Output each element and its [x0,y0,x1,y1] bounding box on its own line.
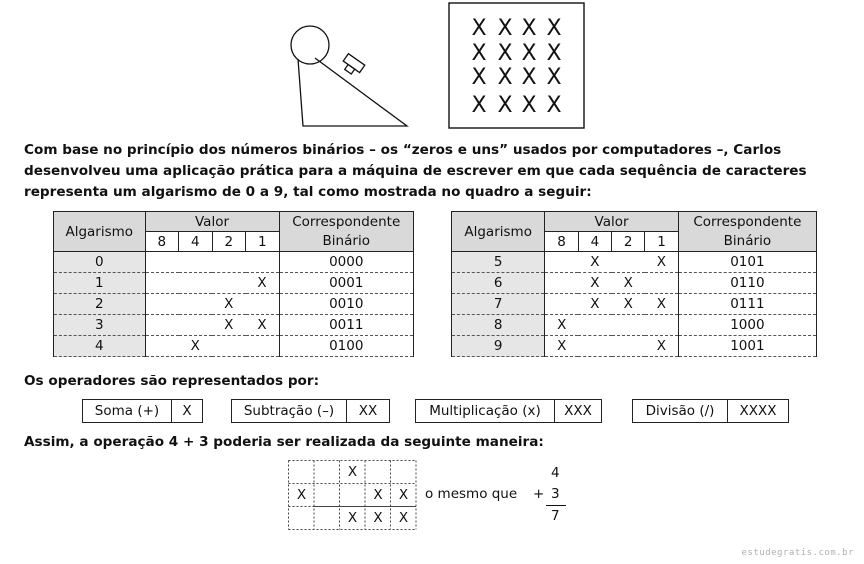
sum-top: 4 [551,465,560,481]
grid-cell [366,461,391,483]
x-mark-2-0: X [471,65,487,90]
mark-cell: X [246,315,280,336]
operator-subtracao [231,399,390,423]
grid-cell [289,507,314,529]
intro-paragraph: Com base no princípio dos números binários – os “zeros e uns” usados por computadores –, Carlos desenvolveu uma aplicação prática para a máquina de escrever em que cada sequência de caracteres representa um algarismo de 0 a 9, tal como mostrada no quadro a seguir: [24,142,807,200]
mark-cell [545,294,578,315]
sum-result: 7 [551,508,560,524]
grid-cell: X [347,464,358,480]
mark-cell: X [578,294,611,315]
mark-cell [212,336,246,357]
digit-cell: 1 [54,273,146,294]
x-mark-1-0: X [471,41,487,66]
x-mark-1-1: X [497,41,513,66]
digit-cell: 3 [54,315,146,336]
digit-cell: 2 [54,294,146,315]
x-pattern-sheet [449,3,584,128]
x-mark-3-0: X [471,93,487,118]
grid-cell: X [347,510,358,526]
grid-cell [391,461,416,483]
mark-cell: X [645,294,678,315]
binary-cell: 0101 [678,252,816,273]
mark-cell [612,252,645,273]
x-mark-3-1: X [497,93,513,118]
table-row [54,336,414,357]
mark-cell [545,252,578,273]
binary-cell: 0010 [279,294,413,315]
binary-cell: 0111 [678,294,816,315]
operator-label: Divisão (/) [633,400,728,422]
mark-cell [145,252,179,273]
binary-cell: 0000 [279,252,413,273]
grid-cell: X [296,487,307,503]
sum-sign: + [533,486,545,502]
mark-cell: X [612,273,645,294]
binary-cell: 0100 [279,336,413,357]
weight-4: 4 [578,232,611,252]
binary-table-right [451,211,817,357]
mark-cell: X [545,336,578,357]
digit-cell: 9 [452,336,545,357]
header-binario: Correspondente Binário [279,212,413,252]
operators-intro: Os operadores são representados por: [24,373,320,389]
x-mark-2-1: X [497,65,513,90]
operator-label: Soma (+) [83,400,172,422]
mark-cell [246,252,280,273]
weight-2: 2 [212,232,246,252]
mark-cell [145,273,179,294]
weight-8: 8 [545,232,578,252]
mark-cell: X [246,273,280,294]
grid-cell: X [398,487,409,503]
digit-cell: 6 [452,273,545,294]
x-mark-0-3: X [546,16,562,41]
digit-cell: 5 [452,252,545,273]
binary-cell: 0001 [279,273,413,294]
table-row [452,315,817,336]
x-mark-0-0: X [471,16,487,41]
digit-cell: 0 [54,252,146,273]
header-algarismo: Algarismo [54,212,146,252]
table-row [452,294,817,315]
mark-cell [246,294,280,315]
operator-multiplicacao [415,399,602,423]
table-row [452,252,817,273]
mark-cell [645,273,678,294]
mark-cell [179,315,213,336]
grid-cell: X [373,510,383,526]
x-grid-marks [471,16,561,118]
binary-cell: 0110 [678,273,816,294]
x-mark-1-3: X [546,41,562,66]
operator-soma [82,399,203,423]
operator-code: X [182,403,192,419]
mark-cell [179,252,213,273]
mark-cell: X [645,252,678,273]
grid-cell [315,484,340,506]
binary-cell: 1001 [678,336,816,357]
digit-cell: 8 [452,315,545,336]
operator-label: Multiplicação (x) [416,400,555,422]
mark-cell [578,336,611,357]
mark-cell [179,273,213,294]
binary-table-left [53,211,414,357]
table-row [54,252,414,273]
mark-cell: X [578,252,611,273]
mark-cell: X [612,294,645,315]
x-mark-3-2: X [521,93,537,118]
table-row [54,294,414,315]
sum-line [546,505,566,506]
mark-cell [212,252,246,273]
weight-1: 1 [645,232,678,252]
mark-cell: X [545,315,578,336]
mark-cell: X [212,294,246,315]
operator-code: XXX [564,403,592,419]
mark-cell [145,294,179,315]
mark-cell: X [645,336,678,357]
grid-cell: X [373,487,383,503]
operator-divisao [632,399,789,423]
x-mark-3-3: X [546,93,562,118]
mark-cell [612,315,645,336]
header-algarismo: Algarismo [452,212,545,252]
mark-cell [545,273,578,294]
mark-cell: X [179,336,213,357]
table-row [54,315,414,336]
x-mark-2-3: X [546,65,562,90]
mark-cell [145,315,179,336]
sum-second: 3 [551,486,560,502]
equivalence-text: o mesmo que [425,486,518,502]
grid-cell [340,484,365,506]
example-intro: Assim, a operação 4 + 3 poderia ser realizada da seguinte maneira: [24,434,544,450]
watermark: estudegratis.com.br [741,548,854,558]
operator-label: Subtração (–) [232,400,347,422]
illustrations [0,0,864,140]
table-row [452,336,817,357]
header-valor: Valor [145,212,279,232]
mark-cell: X [212,315,246,336]
digit-cell: 4 [54,336,146,357]
typewriter-key-illustration [291,26,407,126]
operator-code: XXXX [739,403,777,419]
table-row [452,273,817,294]
mark-cell [578,315,611,336]
header-binario: Correspondente Binário [678,212,816,252]
mark-cell [212,273,246,294]
header-valor: Valor [545,212,678,232]
binary-cell: 1000 [678,315,816,336]
operator-code: XX [358,403,378,419]
mark-cell [246,336,280,357]
weight-1: 1 [246,232,280,252]
x-mark-1-2: X [521,41,537,66]
grid-cell [315,507,340,529]
mark-cell [179,294,213,315]
example-grid [288,460,416,529]
digit-cell: 7 [452,294,545,315]
weight-8: 8 [145,232,179,252]
table-row [54,273,414,294]
x-mark-2-2: X [521,65,537,90]
mark-cell [645,315,678,336]
x-mark-0-1: X [497,16,513,41]
grid-cell [289,461,314,483]
binary-cell: 0011 [279,315,413,336]
grid-cell [315,461,340,483]
weight-4: 4 [179,232,213,252]
x-mark-0-2: X [521,16,537,41]
weight-2: 2 [612,232,645,252]
grid-cell: X [398,510,409,526]
mark-cell [612,336,645,357]
mark-cell [145,336,179,357]
mark-cell: X [578,273,611,294]
